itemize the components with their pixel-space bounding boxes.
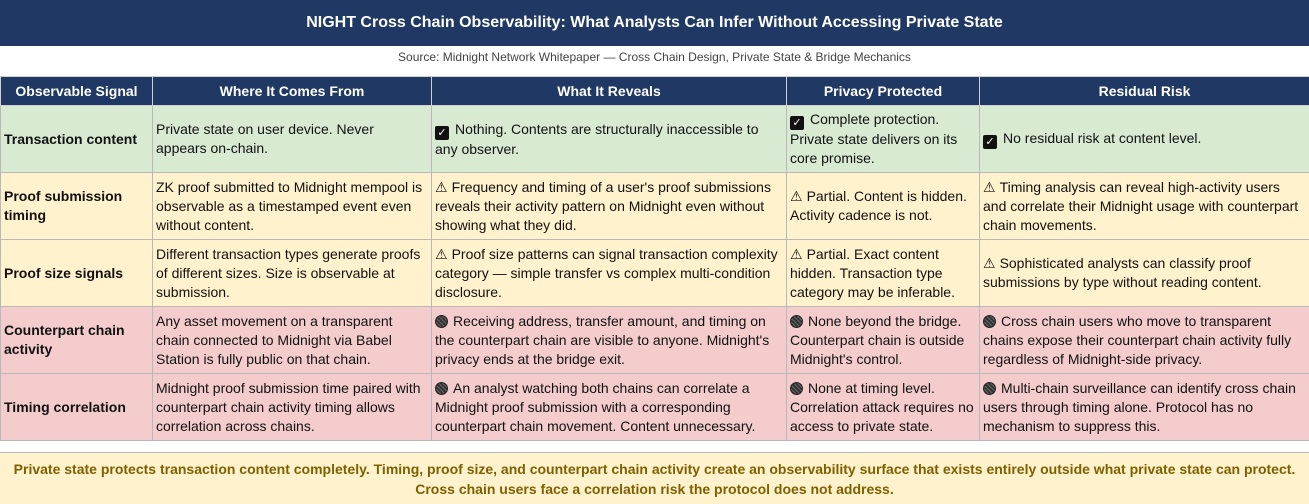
risk-text: Multi-chain surveillance can identify cross chain users through timing alone. Protocol has no mechanism to suppress this. (983, 379, 1296, 434)
checkmark-icon: ✓ (983, 135, 997, 149)
risk-circle-icon (790, 315, 803, 328)
table-header-row (1, 77, 1309, 106)
observability-table (0, 76, 1309, 441)
table-row (1, 173, 1309, 240)
reveals-cell (432, 307, 787, 374)
table-row (1, 240, 1309, 307)
risk-circle-icon (435, 382, 448, 395)
risk-text: Sophisticated analysts can classify proof submissions by type without reading content. (983, 255, 1262, 290)
warning-icon: ⚠ (983, 178, 996, 195)
source-cell: Midnight proof submission time paired with counterpart chain activity timing allows correlation across chains. (153, 374, 432, 441)
header-residual-risk: Residual Risk (980, 77, 1309, 106)
risk-circle-icon (983, 315, 996, 328)
summary-footer: Private state protects transaction content completely. Timing, proof size, and counterpart chain activity create an observability surface that exists entirely outside what private state can protect. Cross chain users face a correlation risk the protocol does not address. (0, 452, 1309, 504)
risk-cell (980, 307, 1309, 374)
signal-cell: Transaction content (1, 106, 153, 173)
risk-circle-icon (435, 315, 448, 328)
privacy-cell (787, 240, 980, 307)
reveals-cell (432, 106, 787, 173)
table-row (1, 307, 1309, 374)
privacy-text: Partial. Content is hidden. Activity cadence is not. (790, 188, 967, 223)
reveals-cell (432, 173, 787, 240)
privacy-text: Partial. Exact content hidden. Transaction type category may be inferable. (790, 245, 955, 300)
reveals-text: Proof size patterns can signal transaction complexity category — simple transfer vs complex multi-condition disclosure. (435, 245, 778, 300)
table-row (1, 374, 1309, 441)
warning-icon: ⚠ (790, 188, 803, 204)
privacy-text: Complete protection. Private state delivers on its core promise. (790, 111, 958, 166)
header-where-it-comes-from: Where It Comes From (153, 77, 432, 106)
risk-text: Cross chain users who move to transparent chains expose their counterpart chain activity fully regardless of Midnight-side privacy. (983, 312, 1292, 367)
privacy-cell (787, 307, 980, 374)
page-title: NIGHT Cross Chain Observability: What Analysts Can Infer Without Accessing Private State (0, 0, 1309, 46)
risk-cell (980, 173, 1309, 240)
risk-cell (980, 374, 1309, 441)
privacy-text: None at timing level. Correlation attack requires no access to private state. (790, 379, 974, 434)
warning-icon: ⚠ (983, 255, 996, 271)
checkmark-icon: ✓ (435, 126, 449, 140)
reveals-text: Frequency and timing of a user's proof submissions reveals their activity pattern on Midnight even without showing what they did. (435, 178, 771, 233)
warning-icon: ⚠ (435, 178, 448, 195)
risk-cell (980, 106, 1309, 173)
signal-cell: Timing correlation (1, 374, 153, 441)
risk-circle-icon (790, 382, 803, 395)
header-what-it-reveals: What It Reveals (432, 77, 787, 106)
source-note: Source: Midnight Network Whitepaper — Cross Chain Design, Private State & Bridge Mechanics (0, 46, 1309, 67)
signal-cell: Counterpart chain activity (1, 307, 153, 374)
source-cell: ZK proof submitted to Midnight mempool is observable as a timestamped event even without content. (153, 173, 432, 240)
signal-cell: Proof size signals (1, 240, 153, 307)
warning-icon: ⚠ (435, 245, 448, 262)
reveals-cell (432, 240, 787, 307)
signal-cell: Proof submission timing (1, 173, 153, 240)
source-cell: Different transaction types generate proofs of different sizes. Size is observable at submission. (153, 240, 432, 307)
risk-text: Timing analysis can reveal high-activity users and correlate their Midnight usage with counterpart chain movements. (983, 178, 1299, 233)
warning-icon: ⚠ (790, 245, 803, 262)
privacy-text: None beyond the bridge. Counterpart chain is outside Midnight's control. (790, 312, 965, 367)
reveals-text: Receiving address, transfer amount, and timing on the counterpart chain are visible to anyone. Midnight's privacy ends at the bridge exit. (435, 312, 770, 367)
risk-cell (980, 240, 1309, 307)
reveals-text: An analyst watching both chains can correlate a Midnight proof submission with a corresponding counterpart chain movement. Content unnecessary. (435, 379, 756, 434)
header-observable-signal: Observable Signal (1, 77, 153, 106)
privacy-cell (787, 106, 980, 173)
privacy-cell (787, 173, 980, 240)
checkmark-icon: ✓ (790, 116, 804, 130)
table-row (1, 106, 1309, 173)
reveals-cell (432, 374, 787, 441)
risk-circle-icon (983, 382, 996, 395)
reveals-text: Nothing. Contents are structurally inaccessible to any observer. (435, 120, 759, 157)
source-cell: Any asset movement on a transparent chain connected to Midnight via Babel Station is fully public on that chain. (153, 307, 432, 374)
privacy-cell (787, 374, 980, 441)
source-cell: Private state on user device. Never appears on-chain. (153, 106, 432, 173)
risk-text: No residual risk at content level. (1003, 130, 1202, 146)
header-privacy-protected: Privacy Protected (787, 77, 980, 106)
